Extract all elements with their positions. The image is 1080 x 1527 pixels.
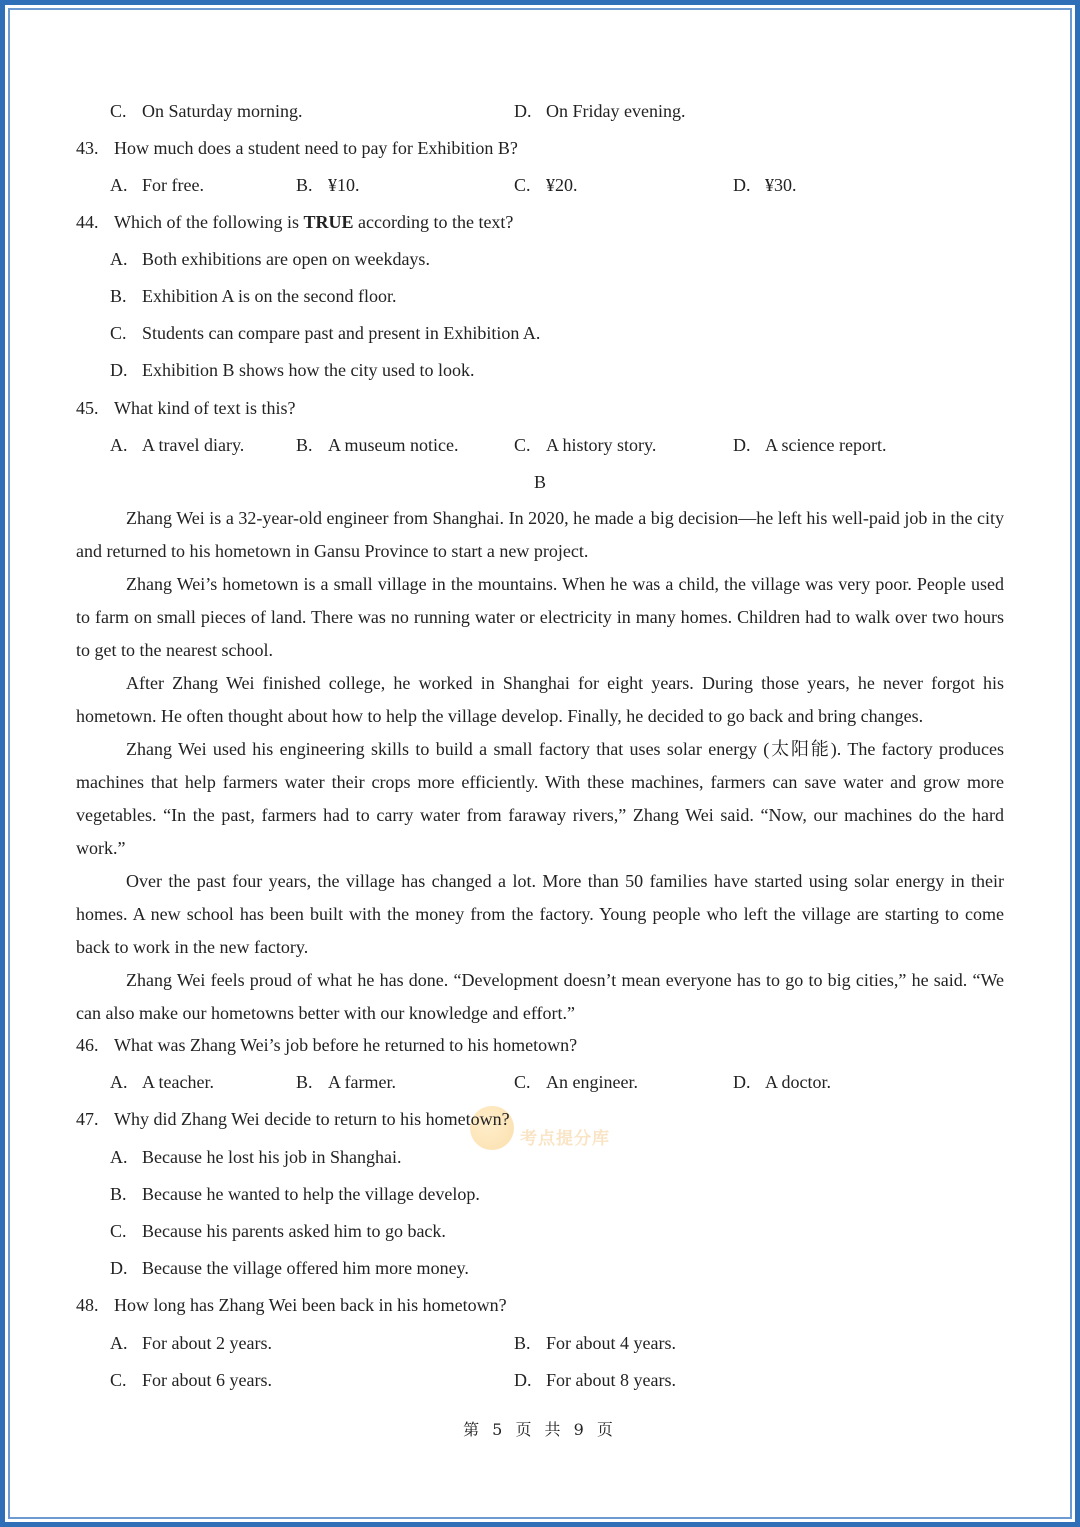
option-letter: A.: [110, 1147, 128, 1167]
option-letter: D.: [110, 360, 128, 380]
option-text: On Friday evening.: [546, 101, 686, 121]
q48-option-b: [514, 1331, 676, 1355]
watermark-text: 考点提分库: [520, 1129, 610, 1149]
option-letter: B.: [110, 286, 127, 306]
question-text: Which of the following is: [114, 212, 304, 232]
option-letter: B.: [296, 1072, 313, 1092]
option-letter: B.: [296, 435, 313, 455]
q45-option-d: [733, 433, 886, 457]
option-text: For about 2 years.: [142, 1333, 272, 1353]
option-letter: C.: [514, 175, 531, 195]
option-text: Because he lost his job in Shanghai.: [142, 1147, 402, 1167]
q47-option-d: [110, 1256, 469, 1280]
option-text: Because his parents asked him to go back.: [142, 1221, 446, 1241]
passage-paragraph: Zhang Wei feels proud of what he has done. “Development doesn’t mean everyone has to go to big cities,” he said. “We can also make our hometowns better with our knowledge and effort.”: [76, 970, 1004, 1023]
question-text: What kind of text is this?: [114, 398, 296, 418]
q48-option-a: [110, 1331, 272, 1355]
option-letter: C.: [110, 323, 127, 343]
question-45: [76, 396, 295, 420]
q48-option-d: [514, 1368, 676, 1392]
question-number: 47.: [76, 1109, 99, 1129]
question-text: How much does a student need to pay for Exhibition B?: [114, 138, 518, 158]
option-text: Because he wanted to help the village develop.: [142, 1184, 480, 1204]
option-letter: B.: [110, 1184, 127, 1204]
question-text: Why did Zhang Wei decide to return to his hometown?: [114, 1109, 510, 1129]
q46-option-b: [296, 1070, 396, 1094]
option-text: ¥10.: [328, 175, 360, 195]
q44-option-b: [110, 284, 397, 308]
question-44: [76, 210, 513, 234]
option-letter: A.: [110, 1072, 128, 1092]
q46-option-a: [110, 1070, 214, 1094]
passage-paragraph: Over the past four years, the village has changed a lot. More than 50 families have started using solar energy in their homes. A new school has been built with the money from the factory. Young people who left the village are starting to come back to work in the new factory.: [76, 871, 1004, 957]
option-text: Because the village offered him more money.: [142, 1258, 469, 1278]
q46-option-d: [733, 1070, 831, 1094]
option-letter: D.: [733, 435, 751, 455]
question-text: What was Zhang Wei’s job before he returned to his hometown?: [114, 1035, 578, 1055]
q44-option-a: [110, 247, 430, 271]
option-text: A teacher.: [142, 1072, 214, 1092]
option-letter: A.: [110, 1333, 128, 1353]
option-text: For free.: [142, 175, 204, 195]
passage-paragraph: Zhang Wei used his engineering skills to build a small factory that uses solar energy (太阳能). The factory produces machines that help farmers water their crops more efficiently. With these machines, farmers can save water and grow more vegetables. “In the past, farmers had to carry water from faraway rivers,” Zhang Wei said. “Now, our machines do the hard work.”: [76, 739, 1004, 858]
q43-option-b: [296, 173, 360, 197]
option-letter: D.: [733, 1072, 751, 1092]
question-number: 48.: [76, 1295, 99, 1315]
option-text: ¥20.: [546, 175, 578, 195]
option-text: For about 6 years.: [142, 1370, 272, 1390]
option-letter: C.: [110, 1221, 127, 1241]
q44-option-c: [110, 321, 540, 345]
option-letter: C.: [110, 101, 127, 121]
question-number: 46.: [76, 1035, 99, 1055]
q42-option-c: [110, 99, 302, 123]
option-letter: C.: [514, 1072, 531, 1092]
option-text: On Saturday morning.: [142, 101, 303, 121]
option-text: A history story.: [546, 435, 657, 455]
question-number: 45.: [76, 398, 99, 418]
option-letter: A.: [110, 175, 128, 195]
option-text: A science report.: [765, 435, 887, 455]
option-text: Students can compare past and present in Exhibition A.: [142, 323, 541, 343]
option-letter: B.: [296, 175, 313, 195]
passage-paragraph: Zhang Wei is a 32-year-old engineer from Shanghai. In 2020, he made a big decision—he left his well-paid job in the city and returned to his hometown in Gansu Province to start a new project.: [76, 508, 1004, 561]
option-letter: D.: [110, 1258, 128, 1278]
option-letter: C.: [110, 1370, 127, 1390]
question-48: [76, 1293, 507, 1317]
option-letter: D.: [514, 101, 532, 121]
option-letter: A.: [110, 249, 128, 269]
option-text: For about 4 years.: [546, 1333, 676, 1353]
option-text: A travel diary.: [142, 435, 245, 455]
q44-option-d: [110, 358, 475, 382]
question-text: How long has Zhang Wei been back in his hometown?: [114, 1295, 507, 1315]
q45-option-b: [296, 433, 458, 457]
option-text: Exhibition A is on the second floor.: [142, 286, 397, 306]
q45-option-c: [514, 433, 656, 457]
q43-option-a: [110, 173, 204, 197]
q48-option-c: [110, 1368, 272, 1392]
option-letter: D.: [733, 175, 751, 195]
option-text: For about 8 years.: [546, 1370, 676, 1390]
option-text: An engineer.: [546, 1072, 638, 1092]
question-46: [76, 1033, 577, 1057]
passage-paragraph: Zhang Wei’s hometown is a small village in the mountains. When he was a child, the village was very poor. People used to farm on small pieces of land. There was no running water or electricity in many homes. Children had to walk over two hours to get to the nearest school.: [76, 574, 1004, 660]
option-text: A farmer.: [328, 1072, 396, 1092]
q42-option-d: [514, 99, 685, 123]
passage-paragraph: After Zhang Wei finished college, he worked in Shanghai for eight years. During those years, he never forgot his hometown. He often thought about how to help the village develop. Finally, he decided to go back and bring changes.: [76, 673, 1004, 726]
option-text: Exhibition B shows how the city used to look.: [142, 360, 475, 380]
page-number-footer: 第 5 页 共 9 页: [463, 1420, 617, 1439]
option-letter: D.: [514, 1370, 532, 1390]
q47-option-a: [110, 1145, 401, 1169]
option-letter: C.: [514, 435, 531, 455]
q43-option-c: [514, 173, 578, 197]
question-47: [76, 1107, 510, 1131]
question-text: according to the text?: [353, 212, 514, 232]
q47-option-c: [110, 1219, 446, 1243]
option-letter: B.: [514, 1333, 531, 1353]
reading-passage: [76, 502, 1004, 1030]
option-text: A museum notice.: [328, 435, 459, 455]
question-43: [76, 136, 518, 160]
question-number: 44.: [76, 212, 99, 232]
q46-option-c: [514, 1070, 638, 1094]
q45-option-a: [110, 433, 244, 457]
question-text-emphasis: TRUE: [303, 212, 354, 232]
option-text: A doctor.: [765, 1072, 831, 1092]
section-title: B: [533, 472, 546, 492]
option-text: Both exhibitions are open on weekdays.: [142, 249, 430, 269]
question-number: 43.: [76, 138, 99, 158]
q47-option-b: [110, 1182, 480, 1206]
q43-option-d: [733, 173, 797, 197]
option-letter: A.: [110, 435, 128, 455]
option-text: ¥30.: [765, 175, 797, 195]
